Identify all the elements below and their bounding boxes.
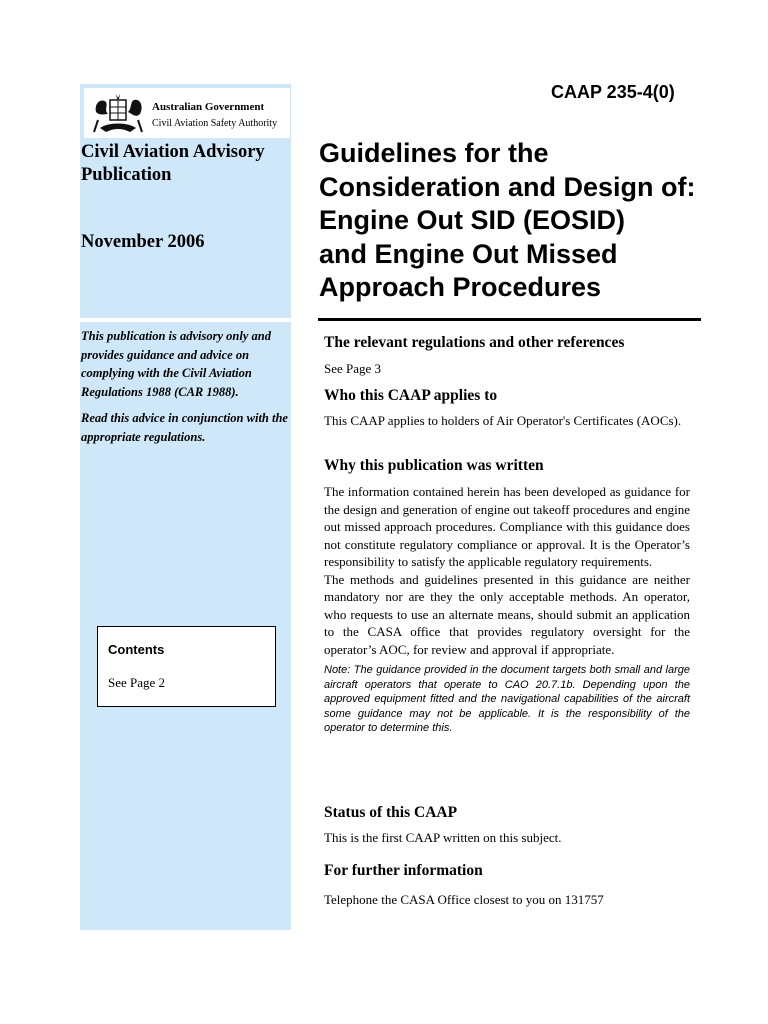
title-line-5: Approach Procedures bbox=[319, 272, 602, 302]
section-heading: For further information bbox=[324, 862, 483, 879]
section-body: See Page 3 bbox=[324, 361, 382, 376]
title-line-2: Consideration and Design of: bbox=[319, 171, 696, 202]
agency-name: Civil Aviation Safety Authority bbox=[152, 118, 278, 129]
coat-of-arms-icon bbox=[90, 92, 146, 136]
section-heading: The relevant regulations and other references bbox=[324, 334, 625, 351]
advisory-notice bbox=[81, 327, 293, 454]
publication-type: Civil Aviation Advisory Publication bbox=[81, 142, 265, 185]
publication-date: November 2006 bbox=[81, 232, 205, 252]
casa-logo bbox=[84, 88, 290, 138]
section-why bbox=[324, 456, 690, 736]
section-references bbox=[324, 333, 690, 378]
section-status bbox=[324, 803, 690, 847]
contents-box bbox=[97, 626, 276, 707]
document-code: CAAP 235-4(0) bbox=[551, 82, 675, 102]
document-title bbox=[319, 137, 759, 305]
title-divider bbox=[318, 318, 701, 321]
section-paragraph-2: The methods and guidelines presented in this guidance are neither mandatory nor are they the only acceptable methods. An operator, who requests to use an alternate means, should submit an application to the CASA office that provides regulatory oversight for the operator’s AOC, for review and approval if appropriate. bbox=[324, 571, 690, 657]
section-body: This is the first CAAP written on this subject. bbox=[324, 830, 562, 845]
section-further bbox=[324, 861, 690, 909]
section-heading: Status of this CAAP bbox=[324, 804, 458, 821]
advisory-statement: This publication is advisory only and provides guidance and advice on complying with the Civil Aviation Regulations 1988 (CAR 1988). bbox=[81, 329, 271, 399]
section-body: Telephone the CASA Office closest to you on 131757 bbox=[324, 892, 604, 907]
title-line-3: Engine Out SID (EOSID) bbox=[319, 205, 626, 235]
title-line-1: Guidelines for the bbox=[319, 138, 549, 168]
section-body: This CAAP applies to holders of Air Operator's Certificates (AOCs). bbox=[324, 413, 682, 428]
contents-text: See Page 2 bbox=[108, 675, 166, 690]
section-heading: Who this CAAP applies to bbox=[324, 387, 498, 404]
contents-title: Contents bbox=[108, 642, 165, 657]
section-paragraph-1: The information contained herein has been developed as guidance for the design and generation of engine out takeoff procedures and engine out missed approach procedures. Compliance with this guidance does not constitute regulatory compliance or approval. It is the Operator’s responsibility to satisfy the applicable regulatory requirements. bbox=[324, 484, 690, 569]
advisory-instruction: Read this advice in conjunction with the appropriate regulations. bbox=[81, 411, 288, 444]
section-heading: Why this publication was written bbox=[324, 457, 544, 474]
title-line-4: and Engine Out Missed bbox=[319, 238, 618, 269]
government-name: Australian Government bbox=[152, 101, 265, 113]
section-applies bbox=[324, 386, 690, 430]
section-note: Note: The guidance provided in the document targets both small and large aircraft operators that operate to CAO 20.7.1b. Depending upon the approved equipment fitted and the navigational capabilities of the aircraft some guidance may not be applicable. It is the responsibility of the operator to determine this. bbox=[324, 664, 690, 735]
